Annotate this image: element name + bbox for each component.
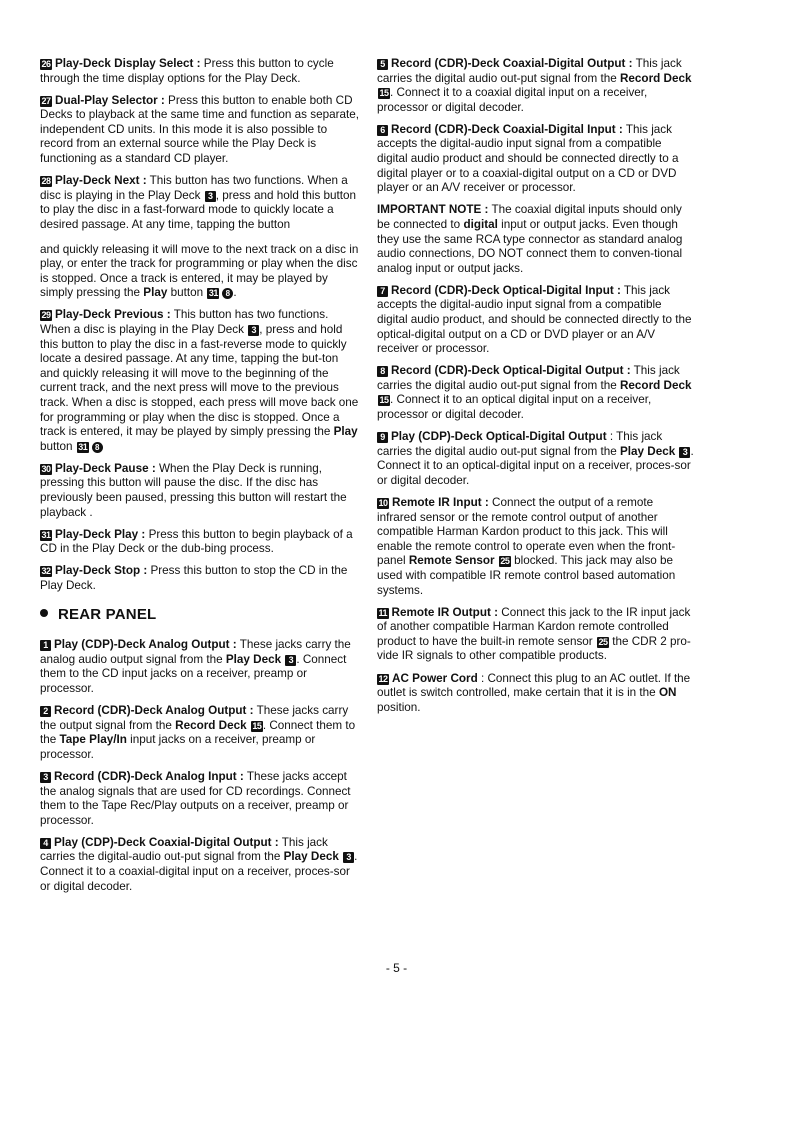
bold-term: Record Deck [619, 71, 692, 85]
entry-text: The coaxial digital inputs should only be connected to [377, 203, 682, 231]
entry-text: This jack accepts the digital-audio input signal from a compatible digital audio product and should be connected directly to a digital player or to a coaxial-digital output on a CD or DVD player or an A/V receiver or processor. [377, 122, 679, 195]
callout-number: 9 [377, 432, 388, 443]
entry-text: , press and hold this button to play the disc in a fast-forward mode to quickly locate a desired passage. At any time, tapping the button [40, 188, 357, 231]
entry-record-deck-analog-input [40, 770, 360, 828]
callout-number: 31 [41, 529, 51, 540]
entry-text: . Connect them to the CD input jacks on a receiver, preamp or processor. [40, 652, 347, 695]
entry-play-deck-display-select [40, 57, 360, 86]
callout-number: 11 [378, 607, 388, 618]
left-column [40, 57, 360, 902]
entry-text: . [233, 286, 237, 300]
entry-text: Press this button to cycle through the time display options for the Play Deck. [40, 57, 334, 85]
callout-ref: 31 [208, 288, 218, 299]
remote-callout-icon: 8 [92, 442, 103, 453]
callout-number: 30 [41, 463, 51, 474]
important-note [377, 203, 695, 276]
entry-heading: Play (CDP)-Deck Optical-Digital Output [391, 430, 607, 444]
bold-term: Play Deck [283, 850, 339, 864]
entry-play-deck-analog-output [40, 638, 360, 696]
entry-text: the CDR 2 pro-vide IR signals to other compatible products. [377, 634, 691, 663]
callout-number: 8 [377, 366, 388, 377]
entry-heading: Record (CDR)-Deck Optical-Digital Output : [391, 364, 631, 378]
callout-number: 26 [41, 59, 51, 69]
entry-heading: Dual-Play Selector : [55, 93, 165, 107]
entry-heading: Record (CDR)-Deck Optical-Digital Input : [391, 283, 621, 297]
callout-ref: 3 [205, 191, 216, 202]
entry-text: : This jack carries the digital audio out-put signal from the [377, 430, 663, 458]
callout-number: 28 [41, 176, 51, 187]
callout-number: 3 [40, 772, 51, 783]
entry-heading: Remote IR Output : [391, 605, 498, 619]
callout-ref: 3 [248, 325, 259, 336]
callout-number: 6 [377, 125, 388, 136]
entry-text: . Connect it to an optical digital input on a receiver, processor or digital decoder. [377, 393, 652, 422]
entry-play-deck-play [40, 528, 360, 557]
entry-play-deck-pause [40, 462, 360, 520]
bold-term: Play Deck [225, 652, 282, 666]
page-number: - 5 - [385, 961, 408, 975]
callout-ref: 31 [78, 441, 88, 452]
bold-term: Record Deck [619, 378, 692, 392]
entry-text: blocked. This jack may also be used with compatible IR remote control based automation systems. [377, 554, 676, 597]
entry-text: input or output jacks. Even though they use the same RCA type connector as standard analog audio connections, DO NOT connect them to conven-tional analog input or output jacks. [377, 217, 683, 275]
entry-ac-power-cord [377, 672, 695, 716]
entry-record-deck-coaxial-digital-input [377, 123, 695, 196]
callout-ref: 15 [252, 720, 262, 731]
entry-heading: Play-Deck Stop : [55, 564, 148, 578]
entry-play-deck-next-continued [40, 243, 360, 301]
entry-text: button [40, 439, 76, 453]
entry-heading: Record (CDR)-Deck Analog Input : [54, 769, 244, 783]
section-title: REAR PANEL [58, 605, 157, 623]
callout-ref: 25 [598, 636, 608, 647]
entry-heading: Play-Deck Pause : [55, 461, 156, 475]
entry-text: This button has two functions. When a disc is playing in the Play Deck [40, 174, 348, 202]
entry-text: . Connect it to an optical-digital input on a receiver, proces-sor or digital decoder. [377, 444, 694, 487]
entry-text: , press and hold this button to play the disc in a fast-reverse mode to quickly locate a desired passage. At any time, tapping the but-ton and quickly releasing it will move to the beginning of the current track, and the next press will move to the previous track. When a disc is stopped, each press will move back one for programming or play when the disc is stopped. Once a track is entered, it may be played by simply pressing the [40, 323, 359, 439]
entry-text: This button has two functions. When a disc is playing in the Play Deck [40, 308, 329, 336]
entry-text: input jacks on a receiver, preamp or processor. [40, 733, 316, 761]
entry-text: These jacks carry the output signal from the [40, 704, 349, 732]
entry-text: . Connect it to a coaxial-digital input on a receiver, proces-sor or digital decoder. [40, 850, 358, 893]
entry-heading: Remote IR Input : [392, 496, 489, 510]
callout-number: 2 [40, 706, 51, 717]
bullet-icon [40, 609, 48, 617]
bold-term: digital [463, 217, 498, 231]
entry-text: Connect the output of a remote infrared sensor or the remote control output of another compatible Harman Kardon product to this jack. This will enable the remote control to operate even when the front-panel [377, 496, 676, 568]
entry-remote-ir-output [377, 606, 695, 664]
entry-text: Press this button to enable both CD Decks to playback at the same time and function as separate, independent CD units. In this mode it is also possible to record from an external source while the Play Deck is functioning as a standard CD player. [40, 93, 359, 166]
bold-term: Play [333, 425, 358, 439]
entry-heading: Play (CDP)-Deck Analog Output : [54, 638, 237, 652]
bold-term: Remote Sensor [408, 554, 495, 568]
entry-play-deck-stop [40, 564, 360, 593]
entry-heading: Play-Deck Next : [55, 174, 147, 188]
entry-text: Press this button to stop the CD in the Play Deck. [40, 564, 348, 592]
callout-number: 27 [41, 95, 51, 106]
entry-text: : Connect this plug to an AC outlet. If the outlet is switch controlled, make certain that it is in the [377, 671, 691, 700]
callout-ref: 3 [285, 655, 296, 666]
callout-number: 4 [40, 838, 51, 849]
entry-heading: Play-Deck Play : [55, 527, 146, 541]
entry-text: When the Play Deck is running, pressing this button will pause the disc. If the disc has previously been paused, pressing this button will restart the playback . [40, 461, 347, 519]
callout-number: 32 [41, 566, 51, 577]
entry-record-deck-coaxial-digital-output [377, 57, 695, 115]
entry-record-deck-optical-digital-output [377, 364, 695, 422]
callout-ref: 15 [379, 88, 389, 99]
entry-record-deck-optical-digital-input [377, 284, 695, 357]
entry-text: position. [377, 700, 421, 714]
entry-play-deck-coaxial-digital-output [40, 836, 360, 894]
entry-heading: Play-Deck Display Select : [55, 57, 201, 70]
callout-ref: 15 [379, 395, 389, 406]
entry-text: These jacks carry the analog audio output signal from the [40, 638, 351, 666]
callout-number: 29 [41, 310, 51, 321]
bold-term: Play Deck [619, 444, 676, 458]
callout-number: 10 [378, 498, 388, 509]
entry-play-deck-next [40, 174, 360, 232]
entry-play-deck-previous [40, 308, 360, 454]
callout-number: 5 [377, 59, 388, 70]
callout-ref: 3 [343, 852, 354, 863]
entry-play-deck-optical-digital-output [377, 430, 695, 488]
entry-text: This jack carries the digital audio out-put signal from the [377, 57, 682, 85]
entry-text: . Connect it to a coaxial digital input on a receiver, processor or digital decoder. [377, 86, 648, 114]
entry-record-deck-analog-output [40, 704, 360, 762]
entry-heading: Record (CDR)-Deck Coaxial-Digital Output : [391, 57, 633, 70]
entry-text: These jacks accept the analog signals that are used for CD recordings. Connect them to the Tape Rec/Play outputs on a receiver, preamp or processor. [40, 769, 351, 827]
right-column [377, 57, 695, 723]
section-heading-rear-panel [40, 605, 360, 623]
entry-text: Connect this jack to the IR input jack of another compatible Harman Kardon remote controlled product to have the built-in remote sensor [377, 605, 691, 648]
entry-text: This jack accepts the digital-audio input signal from a compatible digital audio product, and should be connected directly to the optical-digital output on a CD or DVD player or an A/V receiver or processor. [377, 283, 692, 356]
entry-text: . Connect them to the [40, 718, 356, 747]
note-heading: IMPORTANT NOTE : [377, 203, 489, 217]
entry-heading: Play-Deck Previous : [55, 308, 171, 322]
callout-number: 1 [40, 640, 51, 651]
remote-callout-icon: 8 [222, 288, 233, 299]
callout-ref: 25 [500, 556, 510, 567]
bold-term: ON [658, 686, 677, 700]
entry-text: This jack carries the digital-audio out-put signal from the [40, 835, 328, 864]
entry-heading: Play (CDP)-Deck Coaxial-Digital Output : [54, 835, 279, 849]
entry-heading: Record (CDR)-Deck Analog Output : [54, 704, 254, 718]
entry-text: and quickly releasing it will move to the next track on a disc in play, or enter the track for programming or play when the disc is stopped. Once a track is entered, it may be played by simply pressing the [40, 242, 359, 300]
entry-text: button [167, 286, 207, 300]
bold-term: Tape Play/In [59, 733, 127, 747]
entry-dual-play-selector [40, 94, 360, 167]
bold-term: Record Deck [175, 718, 247, 732]
entry-heading: Record (CDR)-Deck Coaxial-Digital Input : [391, 122, 623, 136]
callout-number: 12 [378, 673, 388, 684]
entry-remote-ir-input [377, 496, 695, 598]
callout-number: 7 [377, 286, 388, 297]
bold-term: Play [143, 286, 168, 300]
entry-text: This jack carries the digital audio out-put signal from the [377, 364, 680, 392]
entry-heading: AC Power Cord [392, 671, 478, 685]
entry-text: Press this button to begin playback of a CD in the Play Deck or the dub-bing process. [40, 527, 353, 556]
callout-ref: 3 [679, 447, 690, 458]
